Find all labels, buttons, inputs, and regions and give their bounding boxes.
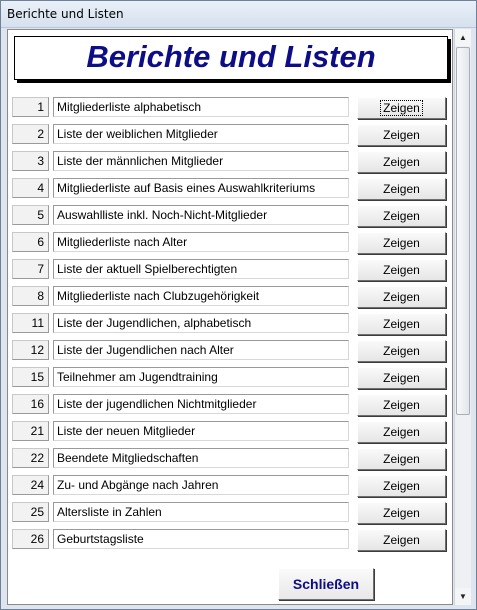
show-button-label: Zeigen (383, 425, 420, 439)
show-report-button[interactable] (357, 232, 446, 254)
show-button-label: Zeigen (383, 155, 420, 169)
show-button-label: Zeigen (383, 290, 420, 304)
scrollbar-thumb[interactable] (456, 47, 470, 415)
report-row (12, 178, 450, 198)
report-number: 4 (12, 178, 49, 198)
report-label: Altersliste in Zahlen (53, 502, 349, 522)
show-button-label: Zeigen (383, 371, 420, 385)
show-button-label: Zeigen (383, 452, 420, 466)
report-row (12, 286, 450, 306)
report-row (12, 124, 450, 144)
report-label: Beendete Mitgliedschaften (53, 448, 349, 468)
report-label: Geburtstagsliste (53, 529, 349, 549)
title-bar (1, 1, 476, 28)
report-number: 8 (12, 286, 49, 306)
report-number: 15 (12, 367, 49, 387)
show-report-button[interactable] (357, 178, 446, 200)
report-number: 12 (12, 340, 49, 360)
report-number: 22 (12, 448, 49, 468)
scroll-up-arrow-icon[interactable]: ▲ (455, 29, 471, 46)
report-row (12, 340, 450, 360)
show-button-label: Zeigen (383, 344, 420, 358)
report-row (12, 367, 450, 387)
show-report-button[interactable] (357, 259, 446, 281)
reports-panel (7, 29, 453, 605)
report-label: Zu- und Abgänge nach Jahren (53, 475, 349, 495)
show-button-label: Zeigen (383, 101, 420, 115)
report-number: 3 (12, 151, 49, 171)
report-number: 1 (12, 97, 49, 117)
report-label: Mitgliederliste auf Basis eines Auswahlkriteriums (53, 178, 349, 198)
report-label: Liste der jugendlichen Nichtmitglieder (53, 394, 349, 414)
report-label: Mitgliederliste nach Alter (53, 232, 349, 252)
report-row (12, 529, 450, 549)
report-label: Liste der Jugendlichen nach Alter (53, 340, 349, 360)
report-number: 11 (12, 313, 49, 333)
report-number: 24 (12, 475, 49, 495)
report-number: 25 (12, 502, 49, 522)
report-label: Liste der aktuell Spielberechtigten (53, 259, 349, 279)
report-row (12, 448, 450, 468)
show-report-button[interactable] (357, 313, 446, 335)
show-report-button[interactable] (357, 205, 446, 227)
report-label: Liste der Jugendlichen, alphabetisch (53, 313, 349, 333)
show-button-label: Zeigen (383, 317, 420, 331)
scroll-down-arrow-icon[interactable]: ▼ (455, 588, 471, 605)
page-title: Berichte und Listen (86, 39, 376, 74)
report-number: 26 (12, 529, 49, 549)
vertical-scrollbar[interactable] (454, 29, 471, 605)
show-report-button[interactable] (357, 529, 446, 551)
show-report-button[interactable] (357, 502, 446, 524)
report-row (12, 232, 450, 252)
report-label: Liste der männlichen Mitglieder (53, 151, 349, 171)
show-report-button[interactable] (357, 151, 446, 173)
show-report-button[interactable] (357, 286, 446, 308)
report-number: 21 (12, 421, 49, 441)
report-label: Mitgliederliste alphabetisch (53, 97, 349, 117)
show-button-label: Zeigen (383, 128, 420, 142)
report-row (12, 421, 450, 441)
show-report-button[interactable] (357, 367, 446, 389)
report-label: Teilnehmer am Jugendtraining (53, 367, 349, 387)
report-label: Liste der neuen Mitglieder (53, 421, 349, 441)
report-row (12, 97, 450, 117)
show-button-label: Zeigen (383, 236, 420, 250)
report-number: 2 (12, 124, 49, 144)
show-button-label: Zeigen (383, 398, 420, 412)
show-report-button[interactable] (357, 124, 446, 146)
window-title: Berichte und Listen (7, 7, 124, 21)
report-row (12, 259, 450, 279)
report-number: 5 (12, 205, 49, 225)
show-button-label: Zeigen (383, 182, 420, 196)
show-button-label: Zeigen (383, 506, 420, 520)
report-number: 6 (12, 232, 49, 252)
close-button[interactable]: Schließen (278, 568, 374, 600)
show-button-label: Zeigen (383, 533, 420, 547)
report-row (12, 502, 450, 522)
show-report-button[interactable] (357, 475, 446, 497)
report-number: 16 (12, 394, 49, 414)
report-row (12, 151, 450, 171)
report-label: Mitgliederliste nach Clubzugehörigkeit (53, 286, 349, 306)
show-report-button[interactable] (357, 97, 446, 119)
show-report-button[interactable] (357, 448, 446, 470)
report-number: 7 (12, 259, 49, 279)
report-row (12, 313, 450, 333)
show-button-label: Zeigen (383, 209, 420, 223)
page-header (14, 36, 448, 80)
report-row (12, 475, 450, 495)
show-report-button[interactable] (357, 394, 446, 416)
show-report-button[interactable] (357, 340, 446, 362)
report-row (12, 394, 450, 414)
report-row (12, 205, 450, 225)
report-label: Auswahlliste inkl. Noch-Nicht-Mitglieder (53, 205, 349, 225)
report-label: Liste der weiblichen Mitglieder (53, 124, 349, 144)
show-button-label: Zeigen (383, 263, 420, 277)
show-report-button[interactable] (357, 421, 446, 443)
show-button-label: Zeigen (383, 479, 420, 493)
